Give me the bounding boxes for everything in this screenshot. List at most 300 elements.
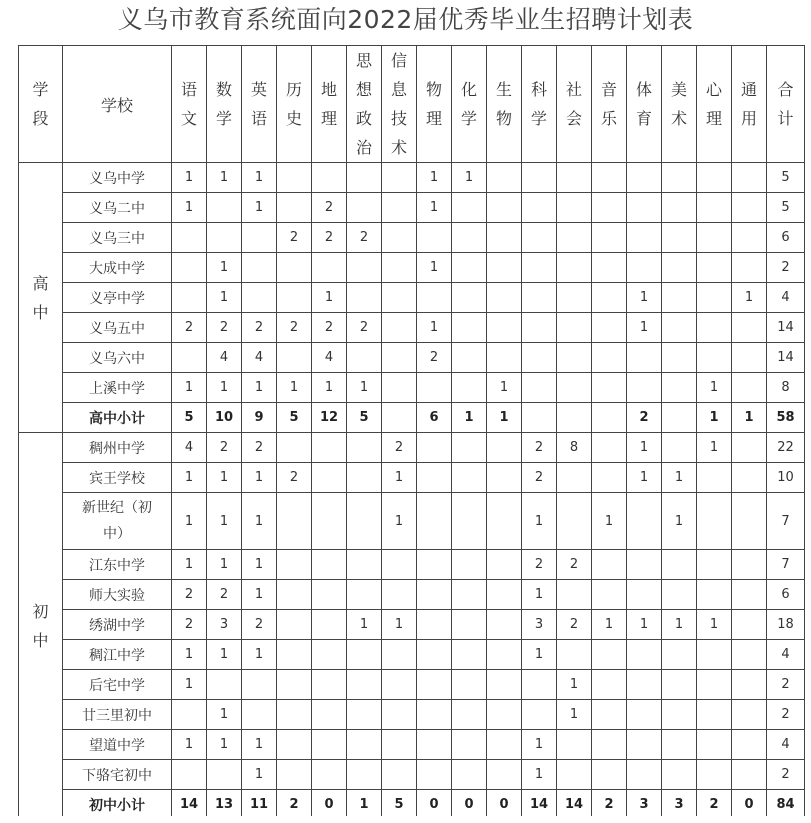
value-cell bbox=[697, 163, 732, 193]
value-cell: 1 bbox=[172, 730, 207, 760]
value-cell: 2 bbox=[767, 670, 805, 700]
header-subject: 美 术 bbox=[662, 46, 697, 163]
value-cell bbox=[557, 373, 592, 403]
value-cell bbox=[277, 700, 312, 730]
value-cell: 1 bbox=[732, 283, 767, 313]
subtotal-row bbox=[19, 790, 805, 820]
value-cell: 1 bbox=[242, 730, 277, 760]
value-cell: 10 bbox=[767, 463, 805, 493]
value-cell: 1 bbox=[417, 313, 452, 343]
value-cell: 1 bbox=[242, 640, 277, 670]
value-cell bbox=[627, 493, 662, 550]
value-cell bbox=[417, 433, 452, 463]
value-cell bbox=[732, 550, 767, 580]
value-cell bbox=[452, 313, 487, 343]
value-cell bbox=[417, 580, 452, 610]
value-cell bbox=[417, 730, 452, 760]
value-cell bbox=[347, 433, 382, 463]
value-cell bbox=[662, 223, 697, 253]
value-cell: 1 bbox=[487, 373, 522, 403]
value-cell: 2 bbox=[207, 580, 242, 610]
value-cell: 1 bbox=[207, 283, 242, 313]
value-cell bbox=[627, 730, 662, 760]
table-row bbox=[19, 373, 805, 403]
value-cell bbox=[487, 193, 522, 223]
value-cell: 1 bbox=[242, 550, 277, 580]
value-cell: 1 bbox=[172, 163, 207, 193]
value-cell bbox=[592, 253, 627, 283]
value-cell bbox=[627, 700, 662, 730]
value-cell bbox=[347, 730, 382, 760]
value-cell bbox=[522, 700, 557, 730]
value-cell bbox=[732, 313, 767, 343]
value-cell: 2 bbox=[557, 550, 592, 580]
value-cell: 14 bbox=[557, 790, 592, 820]
value-cell: 12 bbox=[312, 403, 347, 433]
value-cell bbox=[277, 580, 312, 610]
value-cell: 2 bbox=[767, 253, 805, 283]
value-cell bbox=[592, 640, 627, 670]
value-cell: 11 bbox=[242, 790, 277, 820]
value-cell: 4 bbox=[207, 343, 242, 373]
value-cell bbox=[452, 670, 487, 700]
value-cell: 2 bbox=[382, 433, 417, 463]
value-cell bbox=[277, 433, 312, 463]
value-cell: 2 bbox=[592, 790, 627, 820]
value-cell bbox=[312, 163, 347, 193]
page-title: 义乌市教育系统面向2022届优秀毕业生招聘计划表 bbox=[117, 5, 694, 34]
value-cell bbox=[312, 463, 347, 493]
value-cell bbox=[662, 403, 697, 433]
value-cell bbox=[662, 580, 697, 610]
value-cell: 2 bbox=[242, 610, 277, 640]
value-cell bbox=[732, 463, 767, 493]
value-cell bbox=[487, 493, 522, 550]
value-cell bbox=[522, 223, 557, 253]
value-cell bbox=[382, 283, 417, 313]
value-cell: 2 bbox=[347, 223, 382, 253]
value-cell bbox=[347, 493, 382, 550]
value-cell: 1 bbox=[207, 640, 242, 670]
value-cell: 6 bbox=[767, 580, 805, 610]
value-cell bbox=[452, 730, 487, 760]
value-cell: 7 bbox=[767, 493, 805, 550]
value-cell bbox=[417, 283, 452, 313]
school-name: 江东中学 bbox=[63, 550, 172, 580]
table-row bbox=[19, 253, 805, 283]
value-cell bbox=[627, 760, 662, 790]
value-cell: 1 bbox=[697, 433, 732, 463]
value-cell bbox=[592, 760, 627, 790]
value-cell bbox=[592, 700, 627, 730]
value-cell bbox=[627, 550, 662, 580]
value-cell: 1 bbox=[347, 373, 382, 403]
value-cell bbox=[732, 640, 767, 670]
value-cell bbox=[382, 760, 417, 790]
value-cell: 1 bbox=[172, 640, 207, 670]
value-cell: 3 bbox=[522, 610, 557, 640]
value-cell bbox=[627, 163, 662, 193]
value-cell: 4 bbox=[172, 433, 207, 463]
value-cell bbox=[417, 373, 452, 403]
value-cell bbox=[487, 580, 522, 610]
value-cell: 9 bbox=[242, 403, 277, 433]
header-subject: 合 计 bbox=[767, 46, 805, 163]
value-cell: 2 bbox=[557, 610, 592, 640]
value-cell bbox=[277, 493, 312, 550]
value-cell bbox=[172, 700, 207, 730]
value-cell bbox=[312, 700, 347, 730]
value-cell bbox=[662, 193, 697, 223]
school-name: 稠州中学 bbox=[63, 433, 172, 463]
value-cell: 1 bbox=[627, 283, 662, 313]
value-cell bbox=[732, 730, 767, 760]
value-cell: 1 bbox=[487, 403, 522, 433]
school-name: 稠江中学 bbox=[63, 640, 172, 670]
value-cell bbox=[557, 403, 592, 433]
value-cell bbox=[417, 670, 452, 700]
value-cell bbox=[697, 700, 732, 730]
value-cell bbox=[662, 433, 697, 463]
value-cell bbox=[487, 670, 522, 700]
value-cell bbox=[697, 223, 732, 253]
value-cell bbox=[662, 760, 697, 790]
value-cell: 2 bbox=[207, 313, 242, 343]
value-cell: 1 bbox=[347, 610, 382, 640]
value-cell bbox=[452, 283, 487, 313]
value-cell bbox=[242, 700, 277, 730]
value-cell bbox=[627, 640, 662, 670]
value-cell bbox=[242, 670, 277, 700]
value-cell bbox=[312, 640, 347, 670]
value-cell: 1 bbox=[522, 730, 557, 760]
value-cell: 1 bbox=[417, 193, 452, 223]
value-cell bbox=[382, 670, 417, 700]
value-cell bbox=[382, 700, 417, 730]
value-cell bbox=[592, 283, 627, 313]
value-cell bbox=[697, 760, 732, 790]
value-cell bbox=[522, 373, 557, 403]
value-cell bbox=[277, 193, 312, 223]
value-cell: 2 bbox=[627, 403, 662, 433]
value-cell: 14 bbox=[767, 313, 805, 343]
value-cell bbox=[347, 550, 382, 580]
value-cell: 1 bbox=[452, 163, 487, 193]
header-subject: 社 会 bbox=[557, 46, 592, 163]
value-cell bbox=[627, 193, 662, 223]
table-row bbox=[19, 550, 805, 580]
value-cell bbox=[487, 163, 522, 193]
value-cell bbox=[592, 463, 627, 493]
header-row bbox=[19, 46, 805, 163]
school-name: 大成中学 bbox=[63, 253, 172, 283]
header-subject: 历 史 bbox=[277, 46, 312, 163]
value-cell: 1 bbox=[417, 163, 452, 193]
value-cell bbox=[627, 343, 662, 373]
value-cell bbox=[592, 193, 627, 223]
value-cell bbox=[592, 550, 627, 580]
header-subject: 英 语 bbox=[242, 46, 277, 163]
header-subject: 科 学 bbox=[522, 46, 557, 163]
value-cell bbox=[662, 163, 697, 193]
value-cell: 2 bbox=[312, 193, 347, 223]
value-cell bbox=[452, 193, 487, 223]
value-cell bbox=[382, 580, 417, 610]
value-cell: 1 bbox=[417, 253, 452, 283]
value-cell bbox=[452, 610, 487, 640]
value-cell: 4 bbox=[767, 730, 805, 760]
value-cell bbox=[557, 343, 592, 373]
value-cell bbox=[487, 223, 522, 253]
value-cell: 14 bbox=[767, 343, 805, 373]
value-cell bbox=[417, 493, 452, 550]
value-cell bbox=[452, 580, 487, 610]
value-cell bbox=[452, 463, 487, 493]
value-cell bbox=[522, 403, 557, 433]
value-cell bbox=[347, 580, 382, 610]
value-cell bbox=[487, 550, 522, 580]
value-cell: 58 bbox=[767, 403, 805, 433]
value-cell: 2 bbox=[242, 433, 277, 463]
value-cell bbox=[732, 670, 767, 700]
table-row bbox=[19, 283, 805, 313]
value-cell bbox=[382, 253, 417, 283]
value-cell bbox=[732, 760, 767, 790]
value-cell bbox=[347, 253, 382, 283]
value-cell bbox=[487, 343, 522, 373]
value-cell bbox=[627, 253, 662, 283]
value-cell bbox=[697, 193, 732, 223]
value-cell: 4 bbox=[242, 343, 277, 373]
header-subject: 化 学 bbox=[452, 46, 487, 163]
value-cell bbox=[452, 253, 487, 283]
value-cell bbox=[732, 493, 767, 550]
value-cell: 3 bbox=[662, 790, 697, 820]
value-cell: 1 bbox=[557, 700, 592, 730]
value-cell: 0 bbox=[312, 790, 347, 820]
header-subject: 生 物 bbox=[487, 46, 522, 163]
stage-cell: 初 中 bbox=[19, 433, 63, 820]
value-cell: 7 bbox=[767, 550, 805, 580]
value-cell bbox=[522, 283, 557, 313]
header-subject: 音 乐 bbox=[592, 46, 627, 163]
school-name: 望道中学 bbox=[63, 730, 172, 760]
value-cell bbox=[662, 283, 697, 313]
value-cell bbox=[172, 343, 207, 373]
value-cell bbox=[382, 193, 417, 223]
value-cell bbox=[452, 223, 487, 253]
table-row bbox=[19, 193, 805, 223]
value-cell: 1 bbox=[522, 493, 557, 550]
value-cell: 4 bbox=[767, 283, 805, 313]
value-cell bbox=[172, 283, 207, 313]
value-cell bbox=[277, 760, 312, 790]
value-cell bbox=[312, 760, 347, 790]
value-cell: 1 bbox=[347, 790, 382, 820]
value-cell bbox=[662, 730, 697, 760]
value-cell bbox=[627, 670, 662, 700]
value-cell bbox=[732, 700, 767, 730]
value-cell bbox=[417, 700, 452, 730]
value-cell bbox=[277, 343, 312, 373]
value-cell bbox=[697, 640, 732, 670]
value-cell: 2 bbox=[312, 223, 347, 253]
value-cell: 2 bbox=[277, 223, 312, 253]
value-cell bbox=[347, 640, 382, 670]
value-cell: 1 bbox=[172, 193, 207, 223]
value-cell: 1 bbox=[207, 493, 242, 550]
value-cell bbox=[382, 640, 417, 670]
header-subject: 数 学 bbox=[207, 46, 242, 163]
value-cell: 1 bbox=[172, 670, 207, 700]
value-cell: 0 bbox=[487, 790, 522, 820]
value-cell bbox=[382, 550, 417, 580]
header-subject: 语 文 bbox=[172, 46, 207, 163]
value-cell bbox=[417, 223, 452, 253]
value-cell bbox=[487, 730, 522, 760]
table-row bbox=[19, 670, 805, 700]
subtotal-row bbox=[19, 403, 805, 433]
value-cell: 1 bbox=[382, 610, 417, 640]
value-cell bbox=[312, 253, 347, 283]
value-cell: 1 bbox=[242, 463, 277, 493]
value-cell: 1 bbox=[242, 760, 277, 790]
value-cell bbox=[277, 163, 312, 193]
value-cell: 1 bbox=[522, 760, 557, 790]
value-cell: 1 bbox=[242, 493, 277, 550]
value-cell bbox=[592, 163, 627, 193]
value-cell: 1 bbox=[172, 463, 207, 493]
value-cell bbox=[592, 433, 627, 463]
value-cell bbox=[382, 373, 417, 403]
school-name: 义乌中学 bbox=[63, 163, 172, 193]
table-row bbox=[19, 223, 805, 253]
value-cell: 1 bbox=[382, 493, 417, 550]
value-cell bbox=[697, 493, 732, 550]
value-cell: 10 bbox=[207, 403, 242, 433]
value-cell bbox=[557, 730, 592, 760]
value-cell: 1 bbox=[662, 493, 697, 550]
value-cell bbox=[487, 610, 522, 640]
value-cell: 3 bbox=[627, 790, 662, 820]
value-cell: 0 bbox=[732, 790, 767, 820]
value-cell bbox=[697, 253, 732, 283]
value-cell bbox=[347, 343, 382, 373]
value-cell bbox=[277, 730, 312, 760]
table-row bbox=[19, 163, 805, 193]
value-cell bbox=[452, 760, 487, 790]
value-cell bbox=[382, 313, 417, 343]
value-cell bbox=[557, 463, 592, 493]
value-cell bbox=[522, 313, 557, 343]
value-cell bbox=[697, 463, 732, 493]
value-cell bbox=[382, 223, 417, 253]
value-cell: 6 bbox=[767, 223, 805, 253]
value-cell: 1 bbox=[452, 403, 487, 433]
value-cell: 4 bbox=[767, 640, 805, 670]
value-cell bbox=[627, 580, 662, 610]
value-cell bbox=[487, 760, 522, 790]
value-cell bbox=[347, 283, 382, 313]
value-cell: 5 bbox=[347, 403, 382, 433]
value-cell bbox=[592, 403, 627, 433]
value-cell bbox=[522, 343, 557, 373]
value-cell: 5 bbox=[767, 163, 805, 193]
value-cell bbox=[592, 223, 627, 253]
value-cell bbox=[732, 433, 767, 463]
value-cell: 1 bbox=[207, 373, 242, 403]
value-cell: 2 bbox=[172, 610, 207, 640]
value-cell bbox=[557, 223, 592, 253]
school-name: 廿三里初中 bbox=[63, 700, 172, 730]
value-cell bbox=[487, 640, 522, 670]
value-cell bbox=[487, 313, 522, 343]
value-cell bbox=[452, 343, 487, 373]
subtotal-label: 高中小计 bbox=[63, 403, 172, 433]
school-name: 义乌三中 bbox=[63, 223, 172, 253]
value-cell bbox=[557, 760, 592, 790]
value-cell bbox=[697, 550, 732, 580]
table-row bbox=[19, 640, 805, 670]
value-cell: 2 bbox=[172, 580, 207, 610]
value-cell: 2 bbox=[417, 343, 452, 373]
school-name: 义乌二中 bbox=[63, 193, 172, 223]
value-cell bbox=[417, 610, 452, 640]
value-cell bbox=[557, 580, 592, 610]
value-cell: 18 bbox=[767, 610, 805, 640]
value-cell bbox=[487, 433, 522, 463]
value-cell bbox=[592, 670, 627, 700]
value-cell bbox=[172, 253, 207, 283]
value-cell bbox=[277, 610, 312, 640]
value-cell bbox=[732, 343, 767, 373]
value-cell bbox=[242, 283, 277, 313]
header-subject: 体 育 bbox=[627, 46, 662, 163]
value-cell: 1 bbox=[662, 463, 697, 493]
value-cell bbox=[312, 550, 347, 580]
value-cell bbox=[277, 670, 312, 700]
value-cell bbox=[487, 253, 522, 283]
value-cell bbox=[487, 283, 522, 313]
value-cell: 1 bbox=[242, 193, 277, 223]
value-cell bbox=[452, 433, 487, 463]
value-cell bbox=[522, 253, 557, 283]
value-cell bbox=[242, 223, 277, 253]
value-cell: 1 bbox=[207, 730, 242, 760]
value-cell bbox=[732, 223, 767, 253]
value-cell bbox=[662, 373, 697, 403]
value-cell: 8 bbox=[767, 373, 805, 403]
value-cell bbox=[697, 343, 732, 373]
value-cell bbox=[312, 580, 347, 610]
stage-cell: 高 中 bbox=[19, 163, 63, 433]
table-row bbox=[19, 433, 805, 463]
value-cell bbox=[557, 313, 592, 343]
value-cell bbox=[172, 223, 207, 253]
value-cell: 5 bbox=[277, 403, 312, 433]
value-cell bbox=[207, 223, 242, 253]
subtotal-label: 初中小计 bbox=[63, 790, 172, 820]
value-cell bbox=[697, 313, 732, 343]
value-cell: 1 bbox=[627, 610, 662, 640]
value-cell bbox=[207, 193, 242, 223]
value-cell bbox=[277, 283, 312, 313]
header-subject: 物 理 bbox=[417, 46, 452, 163]
table-row bbox=[19, 313, 805, 343]
table-row bbox=[19, 610, 805, 640]
value-cell: 1 bbox=[207, 163, 242, 193]
header-subject: 通 用 bbox=[732, 46, 767, 163]
